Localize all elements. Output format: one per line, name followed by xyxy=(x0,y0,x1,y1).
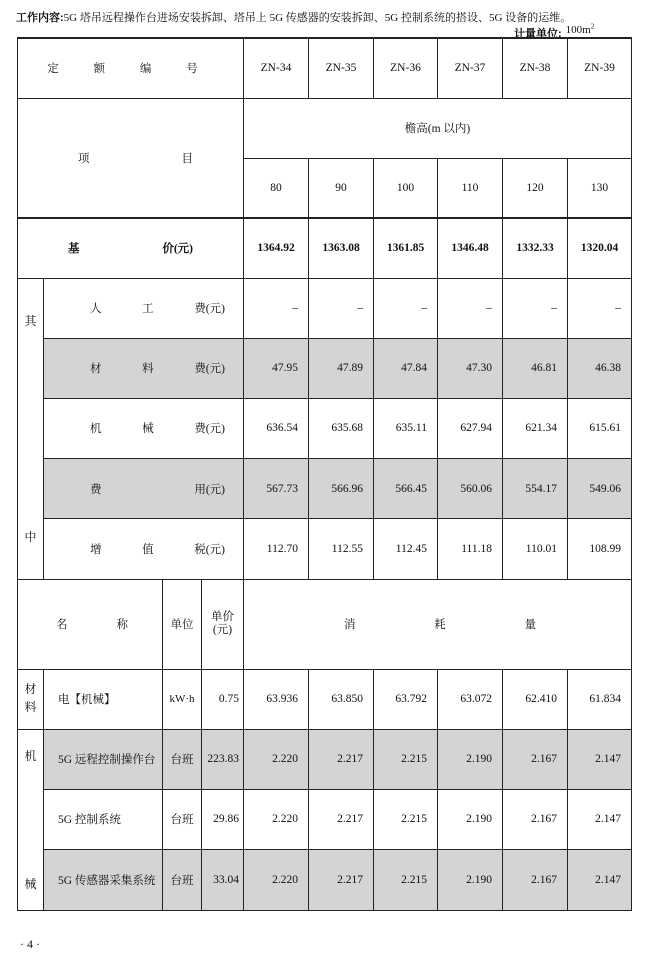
base-price-cell: 1364.92 xyxy=(244,218,309,278)
name-col-1: 名 xyxy=(56,619,68,631)
unit-superscript: 2 xyxy=(590,22,595,31)
cost-cell: 47.30 xyxy=(438,338,503,398)
cost-row xyxy=(18,398,632,458)
price-col-2: (元) xyxy=(212,624,233,636)
cost-label-c2: 械 xyxy=(142,423,154,436)
group-label-top: 其 xyxy=(24,313,37,328)
cost-row xyxy=(18,278,632,338)
code-cell: ZN-34 xyxy=(244,38,309,98)
eave-label: 檐高(m 以内) xyxy=(244,98,632,158)
consumption-header xyxy=(244,579,632,669)
code-cell: ZN-35 xyxy=(309,38,374,98)
cost-cell: 549.06 xyxy=(568,459,632,519)
consumption-cell: 61.834 xyxy=(568,669,632,729)
consumption-cell: 2.217 xyxy=(309,850,374,910)
machine-label-2: 械 xyxy=(24,876,37,891)
height-cell: 90 xyxy=(309,158,374,218)
machine-unit: 台班 xyxy=(163,789,202,849)
consumption-cell: 2.215 xyxy=(374,789,438,849)
base-price-cell: 1332.33 xyxy=(503,218,568,278)
machine-row xyxy=(18,789,632,849)
cost-cell: 108.99 xyxy=(568,519,632,579)
cost-cell: 46.81 xyxy=(503,338,568,398)
consumption-cell: 62.410 xyxy=(503,669,568,729)
base-price-cell: 1346.48 xyxy=(438,218,503,278)
cost-cell: – xyxy=(374,278,438,338)
consumption-cell: 2.167 xyxy=(503,789,568,849)
base-price-row xyxy=(18,218,632,278)
consumption-cell: 63.850 xyxy=(309,669,374,729)
base-label-1: 基 xyxy=(68,243,80,256)
unit-value-text: 100m xyxy=(565,24,591,36)
height-cell: 100 xyxy=(374,158,438,218)
item-label xyxy=(18,98,244,218)
cost-label-c2: 工 xyxy=(142,303,154,316)
consumption-cell: 2.190 xyxy=(438,729,503,789)
material-label-2: 料 xyxy=(24,700,37,714)
cost-cell: 112.70 xyxy=(244,519,309,579)
quota-table xyxy=(17,37,632,911)
machine-unit: 台班 xyxy=(163,729,202,789)
material-unit: kW·h xyxy=(163,669,202,729)
cost-label-c3: 用(元) xyxy=(194,483,225,496)
machine-unit: 台班 xyxy=(163,850,202,910)
cost-label-c1: 增 xyxy=(90,543,102,556)
machine-row xyxy=(18,729,632,789)
consumption-cell: 2.215 xyxy=(374,850,438,910)
base-price-cell: 1361.85 xyxy=(374,218,438,278)
code-row xyxy=(18,38,632,98)
cost-cell: 47.84 xyxy=(374,338,438,398)
code-cell: ZN-36 xyxy=(374,38,438,98)
height-cell: 80 xyxy=(244,158,309,218)
page-number: · 4 · xyxy=(20,937,40,951)
cost-label-c1: 机 xyxy=(90,423,102,436)
machine-name: 5G 控制系统 xyxy=(44,789,163,849)
cost-cell: – xyxy=(309,278,374,338)
cost-cell: – xyxy=(438,278,503,338)
cost-label-c1: 费 xyxy=(90,483,102,496)
cost-label-c3: 费(元) xyxy=(194,303,225,316)
consumption-cell: 2.215 xyxy=(374,729,438,789)
cost-label xyxy=(44,278,244,338)
work-content-text: 5G 塔吊远程操作台进场安装拆卸、塔吊上 5G 传感器的安装拆卸、5G 控制系统的搭设、5G 设备的运维。 xyxy=(63,12,572,24)
base-price-label xyxy=(18,218,244,278)
cost-cell: 566.45 xyxy=(374,459,438,519)
code-label xyxy=(18,38,244,98)
base-price-cell: 1320.04 xyxy=(568,218,632,278)
item-label-2: 目 xyxy=(181,152,193,165)
consumption-3: 量 xyxy=(524,619,536,631)
name-col-2: 称 xyxy=(116,619,128,631)
cost-cell: 46.38 xyxy=(568,338,632,398)
machine-label-cell xyxy=(18,729,44,910)
height-cell: 130 xyxy=(568,158,632,218)
price-column-header xyxy=(202,579,244,669)
height-cell: 120 xyxy=(503,158,568,218)
consumption-cell: 2.217 xyxy=(309,729,374,789)
code-cell: ZN-37 xyxy=(438,38,503,98)
consumption-cell: 2.167 xyxy=(503,850,568,910)
code-label-text: 定 额 编 号 xyxy=(47,63,214,76)
work-content-label: 工作内容: xyxy=(16,12,64,24)
cost-label-c3: 费(元) xyxy=(194,363,225,376)
material-price: 0.75 xyxy=(202,669,244,729)
group-label-bottom: 中 xyxy=(24,529,37,544)
consumption-cell: 2.147 xyxy=(568,850,632,910)
unit-value xyxy=(566,24,595,36)
cost-cell: 567.73 xyxy=(244,459,309,519)
cost-cell: 566.96 xyxy=(309,459,374,519)
machine-row xyxy=(18,850,632,910)
material-label xyxy=(18,669,44,729)
machine-price: 29.86 xyxy=(202,789,244,849)
cost-cell: – xyxy=(244,278,309,338)
cost-cell: 635.68 xyxy=(309,398,374,458)
material-label-1: 材 xyxy=(24,681,37,696)
consumption-cell: 2.190 xyxy=(438,789,503,849)
eave-row xyxy=(18,98,632,158)
machine-price: 223.83 xyxy=(202,729,244,789)
code-cell: ZN-39 xyxy=(568,38,632,98)
consumption-1: 消 xyxy=(344,619,356,631)
cost-row xyxy=(18,338,632,398)
cost-cell: 621.34 xyxy=(503,398,568,458)
cost-cell: 111.18 xyxy=(438,519,503,579)
price-col-1: 单价 xyxy=(211,611,234,624)
cost-label-c2: 料 xyxy=(142,363,154,376)
cost-cell: 635.11 xyxy=(374,398,438,458)
material-name: 电【机械】 xyxy=(44,669,163,729)
cost-cell: 47.95 xyxy=(244,338,309,398)
cost-label xyxy=(44,519,244,579)
consumption-header-row xyxy=(18,579,632,669)
cost-cell: 47.89 xyxy=(309,338,374,398)
item-label-1: 项 xyxy=(78,152,90,165)
base-label-2: 价(元) xyxy=(162,243,193,256)
cost-cell: 554.17 xyxy=(503,459,568,519)
machine-name: 5G 远程控制操作台 xyxy=(44,729,163,789)
cost-label xyxy=(44,398,244,458)
name-column-header xyxy=(18,579,163,669)
height-cell: 110 xyxy=(438,158,503,218)
cost-cell: – xyxy=(503,278,568,338)
cost-label xyxy=(44,338,244,398)
cost-cell: 615.61 xyxy=(568,398,632,458)
consumption-cell: 2.147 xyxy=(568,789,632,849)
work-content xyxy=(16,9,571,25)
cost-label xyxy=(44,459,244,519)
consumption-cell: 2.220 xyxy=(244,850,309,910)
consumption-cell: 2.167 xyxy=(503,729,568,789)
machine-price: 33.04 xyxy=(202,850,244,910)
cost-label-c3: 费(元) xyxy=(194,423,225,436)
machine-name: 5G 传感器采集系统 xyxy=(44,850,163,910)
cost-row xyxy=(18,459,632,519)
cost-label-c3: 税(元) xyxy=(194,543,225,556)
base-price-cell: 1363.08 xyxy=(309,218,374,278)
consumption-cell: 63.792 xyxy=(374,669,438,729)
cost-label-c2: 值 xyxy=(142,543,154,556)
machine-label-1: 机 xyxy=(24,748,37,763)
cost-cell: 627.94 xyxy=(438,398,503,458)
cost-cell: – xyxy=(568,278,632,338)
cost-cell: 560.06 xyxy=(438,459,503,519)
consumption-cell: 2.220 xyxy=(244,789,309,849)
cost-cell: 112.45 xyxy=(374,519,438,579)
unit-label: 计量单位: xyxy=(514,28,562,40)
consumption-cell: 2.147 xyxy=(568,729,632,789)
cost-row xyxy=(18,519,632,579)
consumption-cell: 2.217 xyxy=(309,789,374,849)
consumption-cell: 63.936 xyxy=(244,669,309,729)
consumption-cell: 2.190 xyxy=(438,850,503,910)
consumption-2: 耗 xyxy=(434,619,446,631)
cost-label-c1: 人 xyxy=(90,303,102,316)
cost-cell: 112.55 xyxy=(309,519,374,579)
consumption-cell: 2.220 xyxy=(244,729,309,789)
material-row xyxy=(18,669,632,729)
code-cell: ZN-38 xyxy=(503,38,568,98)
group-label-cell xyxy=(18,278,44,579)
cost-cell: 636.54 xyxy=(244,398,309,458)
cost-cell: 110.01 xyxy=(503,519,568,579)
unit-column-header: 单位 xyxy=(163,579,202,669)
cost-label-c1: 材 xyxy=(90,363,102,376)
consumption-cell: 63.072 xyxy=(438,669,503,729)
